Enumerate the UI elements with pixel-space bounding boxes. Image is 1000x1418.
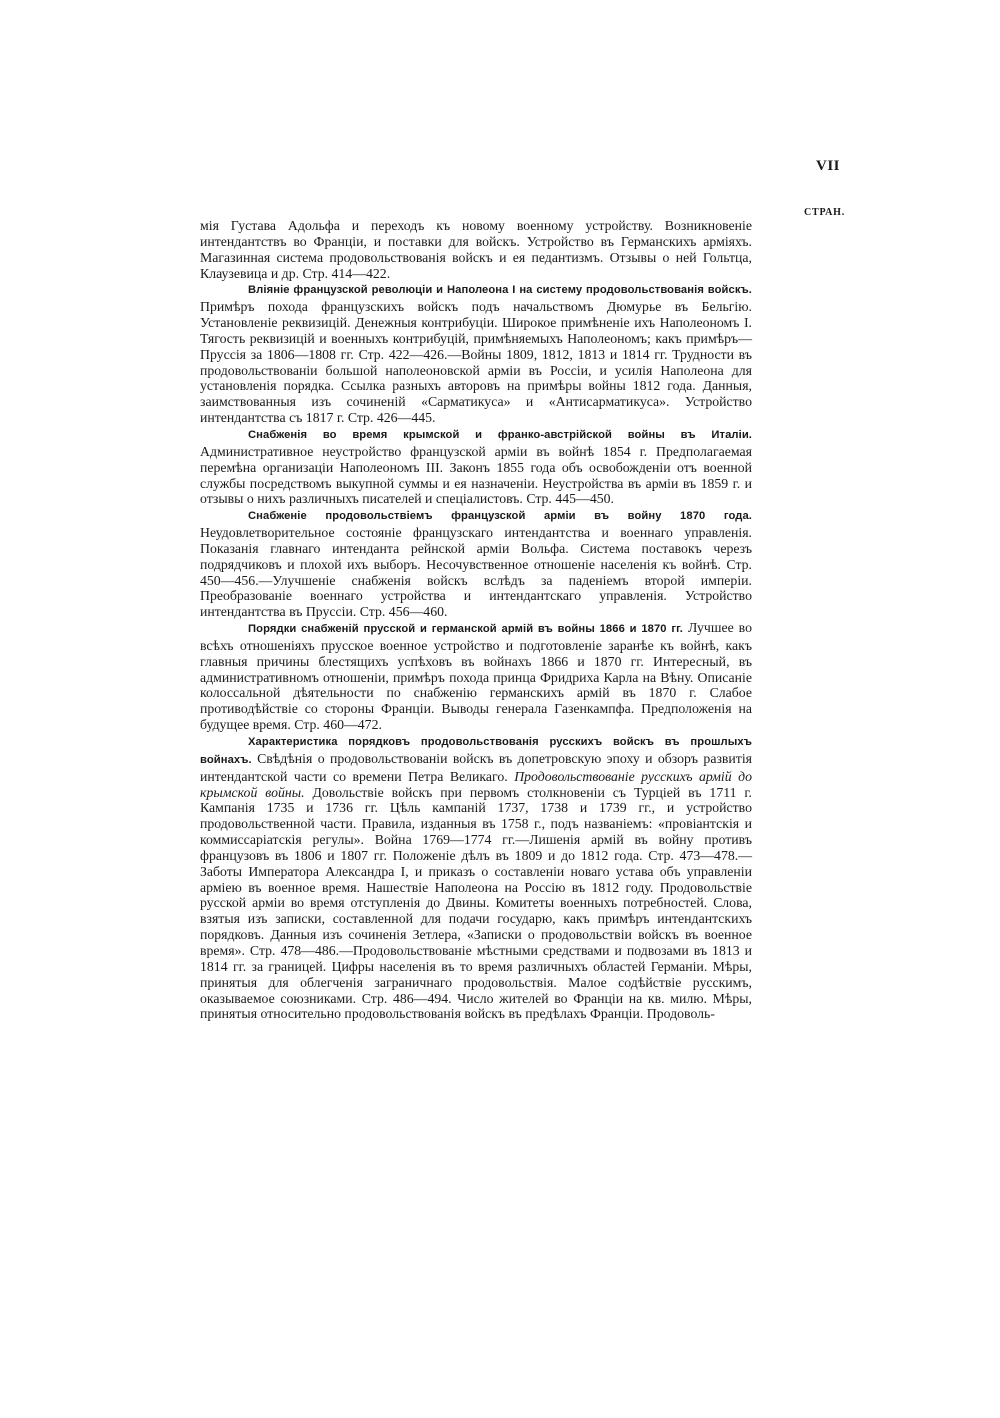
paragraph-text: Лучшее во всѣхъ отношеніяхъ прусское военное устройство и подготовленіе заранѣе къ войнѣ, какъ главныя причины блестящихъ успѣховъ въ войнахъ 1866 и 1870 гг. Интересный, въ административномъ отношеніи, примѣръ похода принца Фридриха Карла на Вѣну. Описаніе колоссальной дѣятельности по снабженію германскихъ армій въ 1870 г. Слабое противодѣйствіе со стороны Франціи. Выводы генерала Газенкампфа. Предположенія на будущее время. Стр. 460—472. (200, 620, 752, 733)
section-heading: Характеристика порядковъ продовольствованія русскихъ войскъ въ прошлыхъ войнахъ. (200, 736, 752, 766)
column-label: СТРАН. (804, 207, 846, 218)
paragraph-2 (200, 281, 752, 426)
section-heading: Снабженіе продовольствіемъ французской арміи въ войну 1870 года. (248, 510, 752, 523)
paragraph-1 (200, 218, 752, 281)
paragraph-text: Примѣръ похода французскихъ войскъ подъ начальствомъ Дюмурье въ Бельгію. Установленіе реквизицій. Денежныя контрибуціи. Широкое примѣненіе ихъ Наполеономъ I. Тягость реквизицій и военныхъ контрибуцій, примѣняемыхъ Наполеономъ; какъ примѣръ—Пруссія за 1806—1808 гг. Стр. 422—426.—Войны 1809, 1812, 1813 и 1814 гг. Трудности въ продовольствованіи большой наполеоновской арміи въ Россіи, и усилія Наполеона для установленія порядка. Ссылка разныхъ авторовъ на примѣры войны 1812 года. Данныя, заимствованныя изъ сочиненій «Сарматикуса» и «Антисарматикуса». Устройство интендантства съ 1817 г. Стр. 426—445. (200, 299, 752, 426)
paragraph-4 (200, 507, 752, 620)
section-heading: Снабженія во время крымской и франко-австрійской войны въ Италіи. (248, 428, 752, 441)
paragraph-text-continued: Довольствіе войскъ при первомъ столкновеніи съ Турціей въ 1711 г. Кампанія 1735 и 1736 гг. Цѣль кампаній 1737, 1738 и 1739 гг., и устройство продовольственной части. Правила, изданныя въ 1758 г., подъ названіемъ: «провіантскія и коммиссаріатскія регулы». Война 1769—1774 гг.—Лишенія армій въ войну противъ французовъ въ 1806 и 1807 гг. Положеніе дѣлъ въ 1809 и до 1812 года. Стр. 473—478.—Заботы Императора Александра I, и приказъ о составленіи новаго устава объ управленіи арміею въ военное время. Нашествіе Наполеона на Россію въ 1812 году. Продовольствіе русской арміи во время отступленія до Двины. Комитеты военныхъ потребностей. Слова, взятыя изъ записки, составленной для подачи государю, какъ примѣръ интендантскихъ порядковъ. Данныя изъ сочиненія Зетлера, «Записки о продовольствіи войскъ въ военное время». Стр. 478—486.—Продовольствованіе мѣстными средствами и подвозами въ 1813 и 1814 гг. за границей. Цифры населенія въ то время различныхъ областей Германіи. Мѣры, принятыя для облегченія заграничнаго продовольствія. Малое содѣйствіе русскимъ, оказываемое союзниками. Стр. 486—494. Число жителей во Франціи на кв. милю. Мѣры, принятыя относительно продовольствованія войскъ въ предѣлахъ Франціи. Продоволь- (200, 784, 752, 1022)
italic-subheading: Продовольствованіе русскихъ армій до крымской войны. (200, 768, 752, 800)
paragraph-3 (200, 426, 752, 507)
page-number: VII (816, 158, 841, 174)
table-of-contents-text (200, 218, 752, 1022)
paragraph-text: мія Густава Адольфа и переходъ къ новому военному устройству. Возникновеніе интендантствъ во Франціи, и поставки для войскъ. Устройство въ Германскихъ арміяхъ. Магазинная система продовольствованія войскъ и ея педантизмъ. Отзывы о ней Гольтца, Клаузевица и др. Стр. 414—422. (200, 218, 752, 281)
paragraph-5 (200, 620, 752, 733)
paragraph-text: Неудовлетворительное состояніе французскаго интендантства и военнаго управленія. Показанія главнаго интенданта рейнской арміи Вольфа. Система поставокъ черезъ подрядчиковъ и плохой ихъ выборъ. Несочувственное отношеніе населенія къ войнѣ. Стр. 450—456.—Улучшеніе снабженія войскъ вслѣдъ за паденіемъ второй имперіи. Преобразованіе военнаго устройства и интендантскаго управленія. Устройство интендантства въ Пруссіи. Стр. 456—460. (200, 525, 752, 620)
section-heading: Вліяніе французской революціи и Наполеона I на систему продовольствованія войскъ. (248, 284, 752, 297)
paragraph-text: Административное неустройство французской арміи въ войнѣ 1854 г. Предполагаемая перемѣна организаціи Наполеономъ III. Законъ 1855 года объ освобожденіи отъ военной службы посредствомъ выкупной суммы и ея назначеніи. Неустройства въ арміи въ 1859 г. и отзывы о нихъ различныхъ писателей и спеціалистовъ. Стр. 445—450. (200, 443, 752, 507)
paragraph-6 (200, 733, 752, 1022)
paragraph-text: Свѣдѣнія о продовольствованіи войскъ въ допетровскую эпоху и обзоръ развитія интендантской части со времени Петра Великаго. (200, 750, 752, 784)
section-heading: Порядки снабженій прусской и германской армій въ войны 1866 и 1870 гг. (248, 623, 683, 636)
